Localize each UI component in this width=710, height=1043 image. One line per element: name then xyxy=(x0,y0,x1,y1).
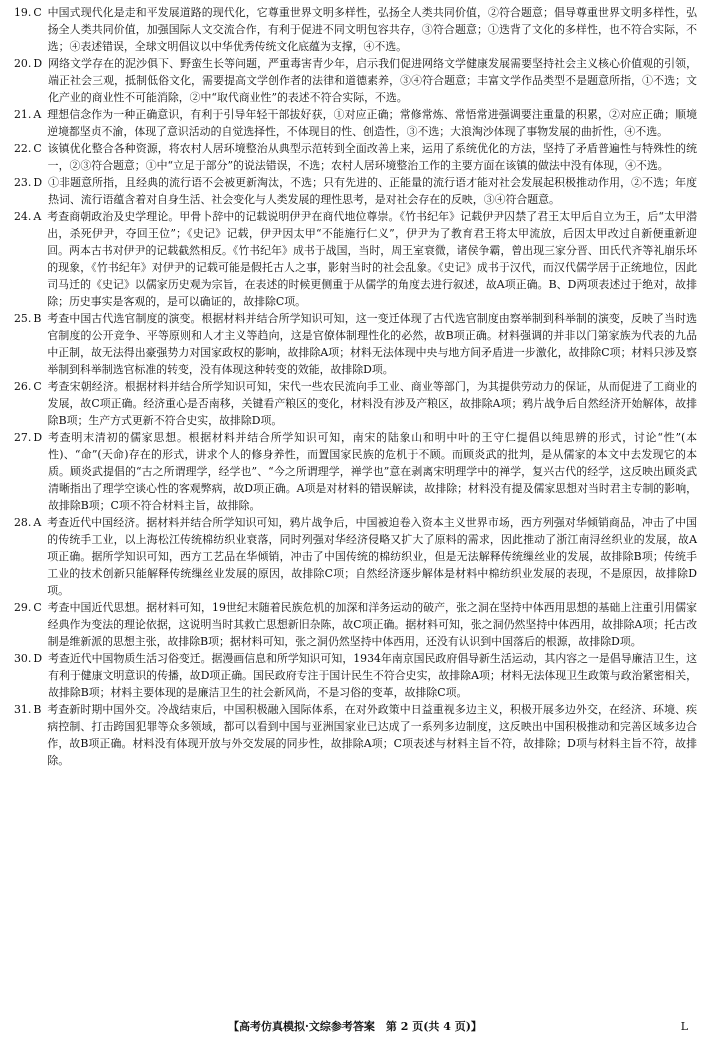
answer-letter: D xyxy=(33,652,43,665)
answer-letter: B xyxy=(33,703,42,716)
answer-list xyxy=(14,4,697,769)
answer-letter: C xyxy=(33,142,42,155)
answer-letter: A xyxy=(33,108,42,121)
question-number: 26. C xyxy=(14,380,42,393)
answer-item-22 xyxy=(14,140,697,174)
explanation-text: 考查中国近代思想。据材料可知，19世纪末随着民族危机的加深和洋务运动的破产，张之洞在坚持中体西用思想的基础上注重引用儒家经典作为变法的理论依据，这说明当时其救亡思想新旧杂陈，故C项正确。据材料可知，张之洞仍然坚持中体西用，故排除A项；托古改制是维新派的思想主张，故排除B项；据材料可知，张之洞仍然坚持中体西用，还没有认识到中国落后的根源，故排除D项。 xyxy=(47,601,697,648)
answer-letter: D xyxy=(33,431,43,444)
explanation-text: 理想信念作为一种正确意识，有利于引导年轻干部拔好获，①对应正确；常修常炼、常悟常进强调要注重量的积累，②对应正确；顺境逆境都坚贞不渝，体现了意识活动的自觉选择性，不体现目的性、创造性，③不选；大浪淘沙体现了事物发展的曲折性，④不选。 xyxy=(47,108,697,138)
explanation-text: 考查近代中国经济。据材料并结合所学知识可知，鸦片战争后，中国被迫卷入资本主义世界市场，西方列强对华倾销商品，冲击了中国的传统手工业，以上海松江传统棉纺织业衰落，同时列强对华经济侵略又扩大了原料的需求，因此推动了浙江南浔丝织业的发展，故A项正确。据所学知识可知，西方工艺品在华倾销，冲击了中国传统的棉纺织业，但是无法解释传统缫丝业的发展，故排除B项；传统手工业的技术创新只能解释传统缫丝业发展的原因，故排除C项；自然经济逐步解体是材料中棉纺织业发展的表现，不是原因，故排除D项。 xyxy=(47,516,697,597)
answer-item-21 xyxy=(14,106,697,140)
answer-letter: C xyxy=(33,380,42,393)
answer-letter: D xyxy=(33,176,43,189)
question-number: 22. C xyxy=(14,142,42,155)
answer-letter: D xyxy=(33,57,43,70)
footer-page-info: 【高考仿真模拟·文综参考答案 第 2 页(共 4 页)】 xyxy=(228,1020,482,1033)
question-number: 24. A xyxy=(14,210,42,223)
explanation-text: 考查明末清初的儒家思想。根据材料并结合所学知识可知，南宋的陆象山和明中叶的王守仁提倡以纯思辨的形式，讨论“性”(本性)、“命”(天命)存在的形式，讲求个人的修身养性，而置国家民族的危机于不顾。而顾炎武的批判，是从儒家的本文中去发现它的本质。顾炎武提倡的“古之所谓理学，经学也”、“今之所谓理学，禅学也”意在剥离宋明理学中的禅学，复兴古代的经学，这反映出顾炎武清晰指出了理学空谈心性的客观弊病，故D项正确。A项是对材料的错误解读，故排除；材料没有提及儒家思想对当时君主专制的影响，故排除B项；C项不符合材料主旨，故排除。 xyxy=(48,431,697,512)
question-number: 19. C xyxy=(14,6,42,19)
answer-item-25 xyxy=(14,310,697,378)
explanation-text: 中国式现代化是走和平发展道路的现代化，它尊重世界文明多样性，弘扬全人类共同价值，②符合题意；倡导尊重世界文明多样性，弘扬全人类共同价值，加强国际人文交流合作，有利于促进不同文明包容共存，③符合题意；①迭背了文化的多样性，也不符合实际，不选；④表述错误，全球文明倡议以中华优秀传统文化底蕴为支撑，④不选。 xyxy=(47,6,697,53)
footer-mark: L xyxy=(680,1020,688,1033)
explanation-text: 考查中国古代选官制度的演变。根据材料并结合所学知识可知，这一变迁体现了古代选官制度由察举制到科举制的演变，反映了当时选官制度的公开竞争、平等原则和人才主义等趋向，这是官僚体制理性化的必然，故B项正确。材料强调的并非以门第家族为代表的九品中正制，故无法得出豪强势力对国家政权的影响，故排除A项；材料无法体现中央与地方间矛盾进一步激化，故排除C项；材料只涉及察举制到科举制选官标准的转变，没有体现这种转变的效能，故排除D项。 xyxy=(47,312,697,376)
answer-letter: C xyxy=(33,601,42,614)
question-number: 28. A xyxy=(14,516,42,529)
question-number: 29. C xyxy=(14,601,42,614)
question-number: 27. D xyxy=(14,431,43,444)
question-number: 30. D xyxy=(14,652,43,665)
answer-item-28 xyxy=(14,514,697,599)
question-number: 21. A xyxy=(14,108,42,121)
explanation-text: 考查新时期中国外交。冷战结束后，中国积极融入国际体系，在对外政策中日益重视多边主义，积极开展多边外交，在经济、环境、疾病控制、打击跨国犯罪等众多领域，都可以看到中国与亚洲国家业已达成了一系列多边制度，这反映出中国积极推动和完善区域多边合作，故B项正确。材料没有体现开放与外交发展的同步性，故排除A项；C项表述与材料主旨不符，故排除；D项与材料主旨不符，故排除。 xyxy=(47,703,697,767)
answer-item-30 xyxy=(14,650,697,701)
explanation-text: 该镇优化整合各种资源，将农村人居环境整治从典型示范转到全面改善上来，运用了系统优化的方法，坚持了矛盾普遍性与特殊性的统一，②③符合题意；①中“立足于部分”的说法错误，不选；农村人居环境整治工作的主要方面在该镇的做法中没有体现，④不选。 xyxy=(47,142,697,172)
answer-item-23 xyxy=(14,174,697,208)
answer-item-24 xyxy=(14,208,697,310)
explanation-text: 考查商朝政治及史学理论。甲骨卜辞中的记载说明伊尹在商代地位尊崇。《竹书纪年》记载伊尹囚禁了君王太甲后自立为王，后“太甲潜出，杀死伊尹，夺回王位”；《史记》记载，伊尹因太甲“不能施行仁义”，伊尹为了教育君王将太甲流放，后因太甲改过自新便重新迎回。两本古书对伊尹的记载截然相反。《竹书纪年》成书于战国，当时，周王室衰微，诸侯争霸，曾出现三家分晋、田氏代齐等礼崩乐坏的现象，《竹书纪年》对伊尹的记载可能是假托古人之事，影射当时的社会乱象。《史记》成书于汉代，而汉代儒学居于正统地位，因此司马迁的《史记》以儒家历史观为宗旨，在表述的时候更侧重于从儒学的角度去进行叙述，故A项正确。B、D两项表述过于绝对，故排除；历史事实是客观的，是可以确证的，故排除C项。 xyxy=(47,210,697,308)
answer-letter: A xyxy=(33,516,42,529)
question-number: 20. D xyxy=(14,57,43,70)
answer-item-26 xyxy=(14,378,697,429)
explanation-text: ①非题意所指，且经典的流行语不会被更新淘汰，不选；只有先进的、正能量的流行语才能对社会发展起积极推动作用，②不选；年度热词、流行语蕴含着对自身生活、社会变化与人类发展的理性思考，是对社会存在的反映，③④符合题意。 xyxy=(48,176,697,206)
question-number: 23. D xyxy=(14,176,43,189)
answer-item-29 xyxy=(14,599,697,650)
answer-letter: A xyxy=(33,210,42,223)
answer-letter: B xyxy=(33,312,42,325)
page-footer xyxy=(0,1018,710,1036)
answer-item-27 xyxy=(14,429,697,514)
question-number: 25. B xyxy=(14,312,42,325)
explanation-text: 考查宋朝经济。根据材料并结合所学知识可知，宋代一些农民流向手工业、商业等部门，为其提供劳动力的保证，从而促进了工商业的发展，故C项正确。经济重心是否南移，关键看产粮区的变化，材料没有涉及产粮区，故排除A项；鸦片战争后自然经济开始解体，故排除B项；生产方式更新不符合史实，故排除D项。 xyxy=(47,380,697,427)
answer-item-20 xyxy=(14,55,697,106)
question-number: 31. B xyxy=(14,703,42,716)
answer-letter: C xyxy=(33,6,42,19)
answer-item-19 xyxy=(14,4,697,55)
answer-item-31 xyxy=(14,701,697,769)
explanation-text: 考查近代中国物质生活习俗变迁。据漫画信息和所学知识可知，1934年南京国民政府倡导新生活运动，其内容之一是倡导廉洁卫生，这有利于健康文明意识的传播，故D项正确。国民政府专注于国计民生不符合史实，故排除A项；材料无法体现卫生政策与政治紧密相关，故排除B项；材料主要体现的是廉洁卫生的社会新风尚，不是习俗的变革，故排除C项。 xyxy=(48,652,697,699)
explanation-text: 网络文学存在的泥沙俱下、野蛮生长等问题，严重毒害青少年，启示我们促进网络文学健康发展需要坚持社会主义核心价值观的引领，端正社会三观，抵制低俗文化，需要提高文学创作者的法律和道德素养，③④符合题意；丰富文学作品类型不是题意所指，①不选；文化产业的商业性不可能消除，②中“取代商业性”的表述不符合实际，不选。 xyxy=(48,57,697,104)
